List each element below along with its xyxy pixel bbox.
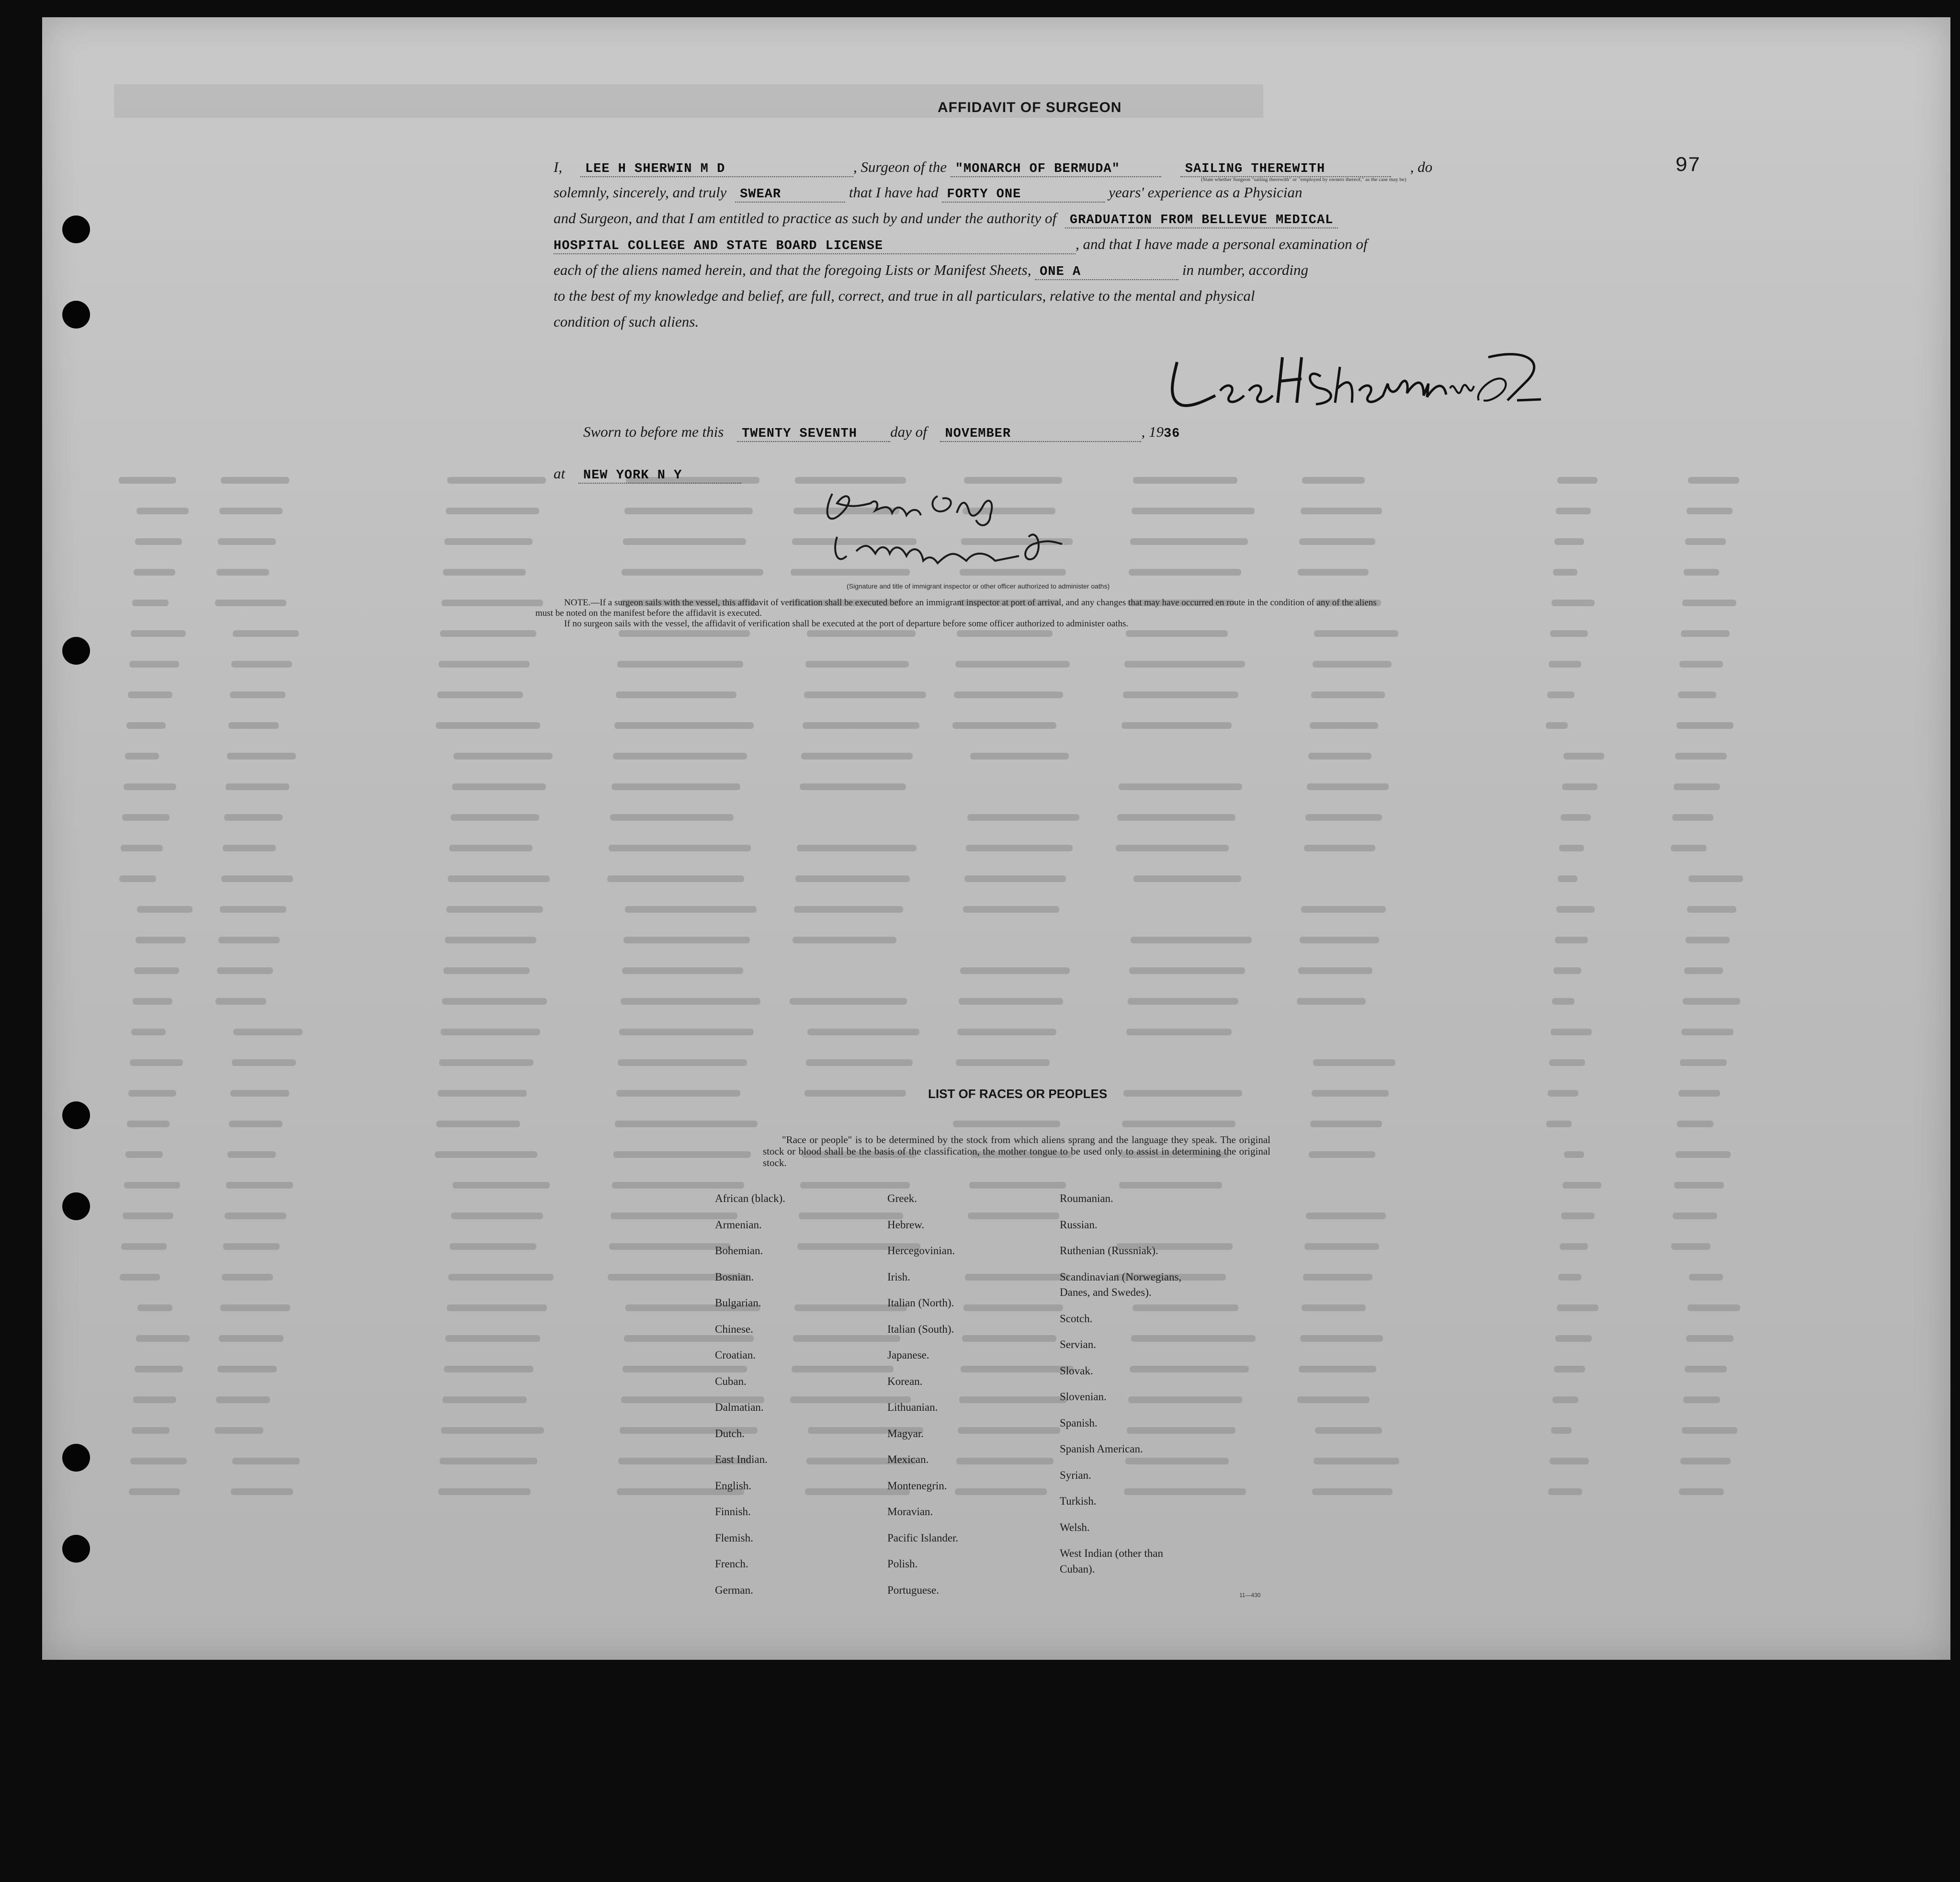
race-item: Servian. <box>1060 1338 1097 1350</box>
race-item: Montenegrin. <box>887 1479 947 1492</box>
race-item: Finnish. <box>715 1506 751 1518</box>
race-item: Mexican. <box>887 1453 929 1465</box>
signature-caption: (Signature and title of immigrant inspector or other officer authorized to administer oaths) <box>847 582 1110 590</box>
affidavit-line-5 <box>554 261 1308 280</box>
authority-continued-field: HOSPITAL COLLEGE AND STATE BOARD LICENSE <box>554 239 1076 254</box>
race-item: Italian (North). <box>887 1297 954 1309</box>
binder-hole <box>62 637 90 665</box>
race-item: Dalmatian. <box>715 1401 764 1413</box>
race-item: German. <box>715 1584 753 1596</box>
race-item: Portuguese. <box>887 1584 939 1596</box>
race-item: African (black). <box>715 1192 785 1204</box>
affidavit-line-4 <box>554 236 1368 254</box>
line3-prefix: and Surgeon, and that I am entitled to practice as such by and under the authority of <box>554 210 1057 227</box>
race-item: Moravian. <box>887 1506 933 1518</box>
binder-hole <box>62 301 90 329</box>
race-item: Flemish. <box>715 1531 753 1544</box>
sworn-line <box>583 423 1180 442</box>
race-item: Russian. <box>1060 1218 1098 1231</box>
binder-hole <box>62 1101 90 1129</box>
race-item: Slovenian. <box>1060 1391 1107 1403</box>
race-item: Chinese. <box>715 1323 753 1335</box>
sworn-at-label: at <box>554 465 566 482</box>
line1-mid: , Surgeon of the <box>853 159 947 175</box>
race-item: Ruthenian (Russniak). <box>1060 1245 1158 1257</box>
affidavit-line-6: to the best of my knowledge and belief, are full, correct, and true in all particulars, relative to the mental and physical <box>554 287 1255 304</box>
race-item: Magyar. <box>887 1427 924 1440</box>
race-item: Bosnian. <box>715 1270 754 1283</box>
race-item: Hebrew. <box>887 1218 925 1231</box>
sworn-day-field: TWENTY SEVENTH <box>737 427 890 442</box>
race-item: Dutch. <box>715 1427 745 1440</box>
race-item: Hercegovinian. <box>887 1245 955 1257</box>
sworn-day-of: day of <box>890 423 927 440</box>
race-item: Bulgarian. <box>715 1297 761 1309</box>
note-paragraph-1: NOTE.—If a surgeon sails with the vessel, this affidavit of verification shall be executed before an immigrant inspector at port of arrival, and any changes that may have occurred en route in the condition of any of the aliens must be noted on the manifest before the affidavit is executed. <box>535 598 1377 618</box>
inspector-signature <box>818 484 1115 580</box>
race-item: Roumanian. <box>1060 1192 1113 1204</box>
race-item: Lithuanian. <box>887 1401 938 1413</box>
oath-type-field: SWEAR <box>735 187 845 203</box>
line2-mid: that I have had <box>849 184 939 201</box>
binder-hole <box>62 1535 90 1563</box>
race-item: Croatian. <box>715 1349 756 1361</box>
race-item: Spanish. <box>1060 1417 1098 1429</box>
race-item: Slovak. <box>1060 1364 1093 1377</box>
sworn-year-prefix: , 19 <box>1141 423 1164 440</box>
note-paragraph-2: If no surgeon sails with the vessel, the affidavit of verification shall be executed at the port of departure before some officer authorized to administer oaths. <box>564 619 1129 629</box>
race-item: Bohemian. <box>715 1245 763 1257</box>
binder-hole <box>62 215 90 243</box>
affidavit-title: AFFIDAVIT OF SURGEON <box>938 100 1122 115</box>
races-title: LIST OF RACES OR PEOPLES <box>928 1087 1108 1101</box>
race-item: Scotch. <box>1060 1312 1093 1325</box>
note-block <box>535 598 1383 629</box>
race-item: Pacific Islander. <box>887 1531 959 1544</box>
affidavit-line-1 <box>554 159 1432 177</box>
race-item: East Indian. <box>715 1453 768 1465</box>
surgeon-status-note: (State whether Surgeon "sailing therewith" or "employed by owners thereof," as the case may be) <box>1201 177 1406 182</box>
race-item: Scandinavian (Norwegians, <box>1060 1270 1182 1283</box>
sworn-place-line <box>554 465 741 484</box>
race-item: Armenian. <box>715 1218 762 1231</box>
affidavit-line-7: condition of such aliens. <box>554 313 699 330</box>
race-item: Italian (South). <box>887 1323 954 1335</box>
surgeon-status-field: SAILING THEREWITH <box>1180 162 1391 177</box>
race-item: English. <box>715 1479 752 1492</box>
ship-name-field: "MONARCH OF BERMUDA" <box>951 162 1161 177</box>
race-item: Cuban). <box>1060 1563 1095 1575</box>
race-item: Japanese. <box>887 1349 929 1361</box>
affidavit-line-3 <box>554 210 1338 228</box>
race-item: West Indian (other than <box>1060 1547 1163 1559</box>
sworn-month-field: NOVEMBER <box>940 427 1141 442</box>
form-code: 11—430 <box>1239 1592 1261 1599</box>
surgeon-signature <box>1163 348 1546 419</box>
race-item: Welsh. <box>1060 1521 1090 1533</box>
line1-prefix: I, <box>554 159 563 175</box>
race-item: Cuban. <box>715 1375 747 1387</box>
line5-prefix: each of the aliens named herein, and that the foregoing Lists or Manifest Sheets, <box>554 261 1031 278</box>
races-description: "Race or people" is to be determined by the stock from which aliens sprang and the language they speak. The original stock or blood shall be the basis of the classification, the mother tongue to be used only to assist in determining the original stock. <box>763 1134 1270 1168</box>
surgeon-name-field: LEE H SHERWIN M D <box>580 162 853 177</box>
binder-hole <box>62 1444 90 1472</box>
race-item: Syrian. <box>1060 1469 1091 1481</box>
race-item: Spanish American. <box>1060 1443 1143 1455</box>
sworn-prefix: Sworn to before me this <box>583 423 724 440</box>
years-experience-field: FORTY ONE <box>942 187 1105 203</box>
race-item: Irish. <box>887 1270 910 1283</box>
document-sheet <box>42 17 1950 1660</box>
authority-field: GRADUATION FROM BELLEVUE MEDICAL <box>1065 213 1338 228</box>
sworn-year-field: 36 <box>1163 427 1180 441</box>
line2-prefix: solemnly, sincerely, and truly <box>554 184 727 201</box>
page-number: 97 <box>1675 154 1700 178</box>
line1-suffix: , do <box>1410 159 1433 175</box>
race-item: Danes, and Swedes). <box>1060 1286 1152 1298</box>
manifest-sheets-field: ONE A <box>1035 265 1178 280</box>
race-item: Turkish. <box>1060 1495 1097 1507</box>
race-item: French. <box>715 1558 748 1570</box>
race-item: Polish. <box>887 1558 918 1570</box>
sworn-place-field: NEW YORK N Y <box>578 468 741 484</box>
affidavit-line-2 <box>554 184 1302 203</box>
binder-hole <box>62 1192 90 1220</box>
line2-suffix: years' experience as a Physician <box>1109 184 1303 201</box>
line5-suffix: in number, according <box>1182 261 1309 278</box>
race-item: Korean. <box>887 1375 923 1387</box>
line4-suffix: , and that I have made a personal examination of <box>1076 236 1368 252</box>
race-item: Greek. <box>887 1192 917 1204</box>
